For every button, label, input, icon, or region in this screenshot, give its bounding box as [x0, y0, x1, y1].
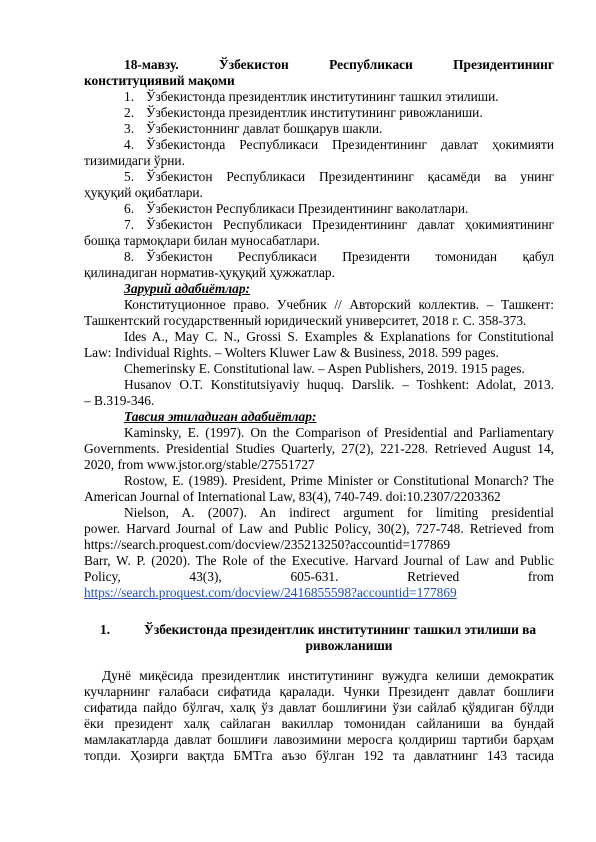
ref-word: from: [527, 569, 554, 584]
plan-item-text: қилинадиган норматив-ҳуқуқий ҳужжатлар.: [84, 265, 335, 280]
plan-item-text: Ўзбекистон Республикаси Президентининг давлат ҳокимиятининг: [146, 217, 554, 232]
ref-word: Policy,: [84, 569, 121, 584]
recommended-reference-line: power. Harvard Journal of Law and Public Policy, 30(2), 727-748. Retrieved from: [84, 521, 554, 536]
plan-item-text: Ўзбекистоннинг давлат бошқарув шакли.: [146, 121, 383, 136]
plan-item: [84, 233, 554, 249]
plan-item-number: 6.: [124, 201, 135, 216]
plan-item-number: 8.: [124, 249, 135, 264]
plan-item: [124, 105, 554, 121]
body-text-line: топди. Ҳозирги вақтда БМТга аъзо бўлган 192 та давлатнинг 143 тасида: [84, 748, 554, 763]
body-text-line: кучларнинг ғалабаси сифатида қаралади. Чунки Президент давлат бошлиғи: [84, 684, 554, 699]
plan-item: [84, 153, 554, 169]
required-reference-line: Chemerinsky E. Constitutional law. – Aspen Publishers, 2019. 1915 pages.: [124, 361, 525, 376]
topic-title-line1: [124, 57, 554, 73]
plan-item-text: Ўзбекистон Республикаси Президентининг қасамёди ва унинг: [146, 169, 554, 184]
plan-item-text: ҳуқуқий оқибатлари.: [84, 185, 203, 200]
recommended-reference-line: https://search.proquest.com/docview/235213250?accountid=177869: [84, 537, 451, 552]
recommended-heading-text: Тавсия этиладиган адабиётлар:: [124, 409, 317, 424]
barr-reference-line2: [84, 569, 554, 585]
plan-item-number: 4.: [124, 137, 135, 152]
plan-item-text: Ўзбекистонда президентлик институтининг ривожланиши.: [146, 105, 483, 120]
plan-item: [124, 169, 554, 185]
ref-word: 605-631.: [290, 569, 339, 584]
proquest-link[interactable]: https://search.proquest.com/docview/2416855598?accountid=177869: [84, 585, 457, 600]
plan-item-number: 3.: [124, 121, 135, 136]
required-reference-line: Конституционное право. Учебник // Авторский коллектив. – Ташкент:: [124, 297, 554, 312]
recommended-reference-line: Nielson, A. (2007). An indirect argument for limiting presidential: [124, 505, 554, 520]
required-reference-line: Law: Individual Rights. – Wolters Kluwer Law & Business, 2018. 599 pages.: [84, 345, 499, 360]
plan-item-number: 5.: [124, 169, 135, 184]
plan-item-text: бошқа тармоқлари билан муносабатлари.: [84, 233, 320, 248]
recommended-reference-line: 2020, from www.jstor.org/stable/27551727: [84, 457, 315, 472]
barr-reference-link-line: [84, 585, 554, 601]
plan-item-number: 7.: [124, 217, 135, 232]
topic-word: Ўзбекистон: [218, 57, 289, 72]
plan-item-number: 2.: [124, 105, 135, 120]
topic-title-line2: конституциявий мақоми: [84, 73, 235, 88]
plan-item: [124, 217, 554, 233]
recommended-reference-line: Barr, W. P. (2020). The Role of the Executive. Harvard Journal of Law and Public: [84, 553, 554, 568]
recommended-reference-line: Rostow, E. (1989). President, Prime Minister or Constitutional Monarch? The: [124, 473, 554, 488]
plan-item-text: Ўзбекистон Республикаси Президенти томонидан қабул: [146, 249, 554, 264]
recommended-reference-line: Kaminsky, E. (1997). On the Comparison of Presidential and Parliamentary: [124, 425, 554, 440]
recommended-literature-heading: [124, 409, 554, 425]
required-reference-line: Ides A., May C. N., Grossi S. Examples & Explanations for Constitutional: [124, 329, 554, 344]
plan-item: [84, 185, 554, 201]
section-title-line1: Ўзбекистонда президентлик институтининг ташкил этилиши ва: [144, 622, 537, 637]
body-text-line: сифатида пайдо бўлгач, халқ ўз давлат бошлиғини ўзи сайлаб қўядиган бўлди: [84, 700, 554, 715]
recommended-reference-line: Governments. Presidential Studies Quarterly, 27(2), 221-228. Retrieved August 14,: [84, 441, 554, 456]
required-literature-heading: [124, 281, 554, 297]
ref-word: Retrieved: [407, 569, 460, 584]
recommended-reference-line: American Journal of International Law, 83(4), 740-749. doi:10.2307/2203362: [84, 489, 501, 504]
plan-item: [124, 137, 554, 153]
topic-number: 18-мавзу.: [124, 57, 179, 72]
body-text-line: ёки президент халқ сайлаган вакиллар томонидан сайланиши ва бундай: [84, 716, 554, 731]
plan-item-text: Ўзбекистонда президентлик институтининг ташкил этилиши.: [146, 89, 499, 104]
required-heading-text: Зарурий адабиётлар:: [124, 281, 250, 296]
required-reference-line: – B.319-346.: [84, 393, 155, 408]
body-text-line: Дунё миқёсида президентлик институтининг вужудга келиши демократик: [102, 668, 554, 683]
body-text-line: мамлакатларда давлат бошлиғи лавозимини меросга қолдириш тартиби барҳам: [84, 732, 554, 747]
plan-item: [124, 201, 554, 217]
plan-item: [124, 249, 554, 265]
required-reference-line: Husanov O.T. Konstitutsiyaviy huquq. Darslik. – Toshkent: Adolat, 2013.: [124, 377, 554, 392]
required-reference-line: Ташкентский государственный юридический университет, 2018 г. С. 358-373.: [84, 313, 527, 328]
section-title-line2: ривожланиши: [305, 638, 393, 653]
plan-item-text: Ўзбекистон Республикаси Президентининг ваколатлари.: [146, 201, 469, 216]
topic-word: Республикаси: [329, 57, 413, 72]
ref-word: 43(3),: [189, 569, 222, 584]
plan-item-number: 1.: [124, 89, 135, 104]
section-heading: [100, 622, 554, 638]
plan-item: [84, 265, 554, 281]
plan-item-text: тизимидаги ўрни.: [84, 153, 185, 168]
section-number: 1.: [100, 622, 111, 637]
plan-item-text: Ўзбекистонда Республикаси Президентининг давлат ҳокимияти: [146, 137, 554, 152]
plan-item: [124, 121, 554, 137]
topic-word: Президентининг: [453, 57, 554, 72]
plan-item: [124, 89, 554, 105]
